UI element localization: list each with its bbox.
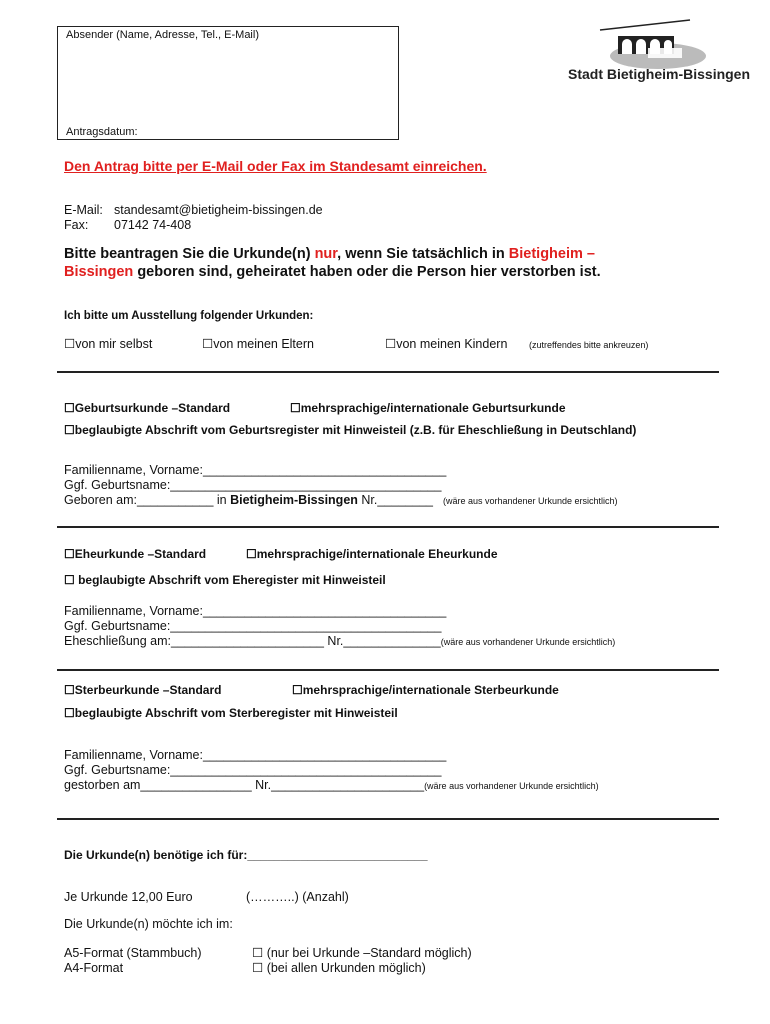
format-a5-option[interactable] [252,946,472,961]
birth-certified-label: beglaubigte Abschrift vom Geburtsregister mit Hinweisteil (z.B. für Eheschließung in Deutschland) [74,423,637,437]
quantity-field[interactable]: (………..) (Anzahl) [246,890,349,904]
city-bridge-logo-icon [560,18,760,70]
checkbox-parents-icon[interactable]: ☐ [202,337,214,351]
option-children-label: von meinen Kindern [396,337,508,351]
format-a4-option[interactable] [252,961,472,976]
format-a4-label: A4-Format [64,961,124,975]
notice-city-part2: Bissingen [64,264,134,280]
marriage-date-field[interactable] [64,634,615,650]
email-label: E-Mail: [64,203,103,217]
marriage-date-label: Eheschließung am:______________________ Nr.______________ [64,634,441,648]
marriage-birthname-field[interactable]: Ggf. Geburtsname:_______________________________________ [64,619,442,633]
format-names [64,946,202,976]
birth-date-field[interactable] [64,493,618,509]
checkbox-icon[interactable]: ☐ [252,961,264,975]
option-parents[interactable] [202,337,314,352]
notice-text-1: Bitte beantragen Sie die Urkunde(n) [64,246,315,262]
birth-standard-label: Geburtsurkunde –Standard [74,401,231,415]
death-birthname-field[interactable]: Ggf. Geburtsname:_______________________________________ [64,763,442,777]
marriage-name-field[interactable]: Familienname, Vorname:___________________________________ [64,604,447,618]
city-logo-text: Stadt Bietigheim-Bissingen [568,66,751,82]
fax-number: 07142 74-408 [114,218,192,232]
birth-date-label: Geboren am:___________ in [64,493,231,507]
format-label: Die Urkunde(n) möchte ich im: [64,917,233,931]
birth-multi-label: mehrsprachige/internationale Geburtsurkunde [300,401,566,415]
email-address[interactable]: standesamt@bietigheim-bissingen.de [114,203,323,217]
checkbox-icon[interactable]: ☐ [64,401,75,415]
birth-fields [64,463,618,509]
checkbox-icon[interactable]: ☐ [292,683,303,697]
birth-number-label: Nr.________ [357,493,433,507]
death-certified-option[interactable] [64,706,398,720]
death-multi-label: mehrsprachige/internationale Sterbeurkunde [302,683,559,697]
submission-instruction: Den Antrag bitte per E-Mail oder Fax im Standesamt einreichen. [64,158,487,174]
option-self[interactable] [64,337,152,352]
price-label: Je Urkunde 12,00 Euro [64,890,193,904]
death-date-label: gestorben am________________ Nr.______________________ [64,778,425,792]
checkbox-icon[interactable]: ☐ [64,573,75,587]
application-date-label: Antragsdatum: [66,126,138,138]
death-multi-option[interactable] [292,683,559,697]
request-heading: Ich bitte um Ausstellung folgender Urkunden: [64,310,314,322]
death-number-hint: (wäre aus vorhandener Urkunde ersichtlich) [424,781,599,791]
notice-text-2: , wenn Sie tatsächlich in [337,246,509,262]
checkbox-children-icon[interactable]: ☐ [385,337,397,351]
divider [57,669,719,671]
death-fields [64,748,599,794]
marriage-standard-label: Eheurkunde –Standard [74,547,207,561]
checkbox-self-icon[interactable]: ☐ [64,337,76,351]
checkbox-icon[interactable]: ☐ [64,706,75,720]
marriage-standard-option[interactable] [64,547,206,561]
checkbox-icon[interactable]: ☐ [64,423,75,437]
birth-certified-option[interactable] [64,423,636,437]
contact-block [64,203,323,233]
option-self-label: von mir selbst [75,337,153,351]
marriage-number-hint: (wäre aus vorhandener Urkunde ersichtlich) [440,637,616,647]
fax-label: Fax: [64,218,89,232]
divider [57,526,719,528]
death-name-field[interactable]: Familienname, Vorname:___________________________________ [64,748,447,762]
checkbox-icon[interactable]: ☐ [64,547,75,561]
death-standard-label: Sterbeurkunde –Standard [74,683,222,697]
purpose-field[interactable]: Die Urkunde(n) benötige ich für:___________________________ [64,848,428,862]
birth-multi-option[interactable] [290,401,566,415]
format-a4-hint: (bei allen Urkunden möglich) [263,961,426,975]
sender-label: Absender (Name, Adresse, Tel., E-Mail) [66,29,259,41]
birth-city: Bietigheim-Bissingen [230,493,358,507]
city-logo [560,18,760,88]
format-options [252,946,472,976]
checkbox-icon[interactable]: ☐ [290,401,301,415]
option-parents-label: von meinen Eltern [213,337,314,351]
death-certified-label: beglaubigte Abschrift vom Sterberegister mit Hinweisteil [74,706,398,720]
checkbox-icon[interactable]: ☐ [246,547,257,561]
format-a5-hint: (nur bei Urkunde –Standard möglich) [263,946,472,960]
birth-birthname-field[interactable]: Ggf. Geburtsname:_______________________________________ [64,478,442,492]
birth-number-hint: (wäre aus vorhandener Urkunde ersichtlich) [442,496,618,506]
eligibility-notice [64,245,704,281]
marriage-multi-option[interactable] [246,547,498,561]
notice-city-part1: Bietigheim – [508,246,595,262]
notice-text-3: geboren sind, geheiratet haben oder die Person hier verstorben ist. [133,264,601,280]
marriage-certified-option[interactable] [64,573,386,587]
marriage-fields [64,604,615,650]
sender-box[interactable] [57,26,399,140]
death-standard-option[interactable] [64,683,221,697]
format-a5-label: A5-Format (Stammbuch) [64,946,202,960]
marriage-multi-label: mehrsprachige/internationale Eheurkunde [256,547,498,561]
check-hint: (zutreffendes bitte ankreuzen) [529,340,649,350]
marriage-certified-label: beglaubigte Abschrift vom Eheregister mit Hinweisteil [74,573,386,587]
checkbox-icon[interactable]: ☐ [252,946,264,960]
divider [57,371,719,373]
death-date-field[interactable] [64,778,599,794]
notice-emphasis-only: nur [314,246,338,262]
birth-name-field[interactable]: Familienname, Vorname:___________________________________ [64,463,447,477]
checkbox-icon[interactable]: ☐ [64,683,75,697]
option-children[interactable] [385,337,507,352]
divider [57,818,719,820]
birth-standard-option[interactable] [64,401,230,415]
